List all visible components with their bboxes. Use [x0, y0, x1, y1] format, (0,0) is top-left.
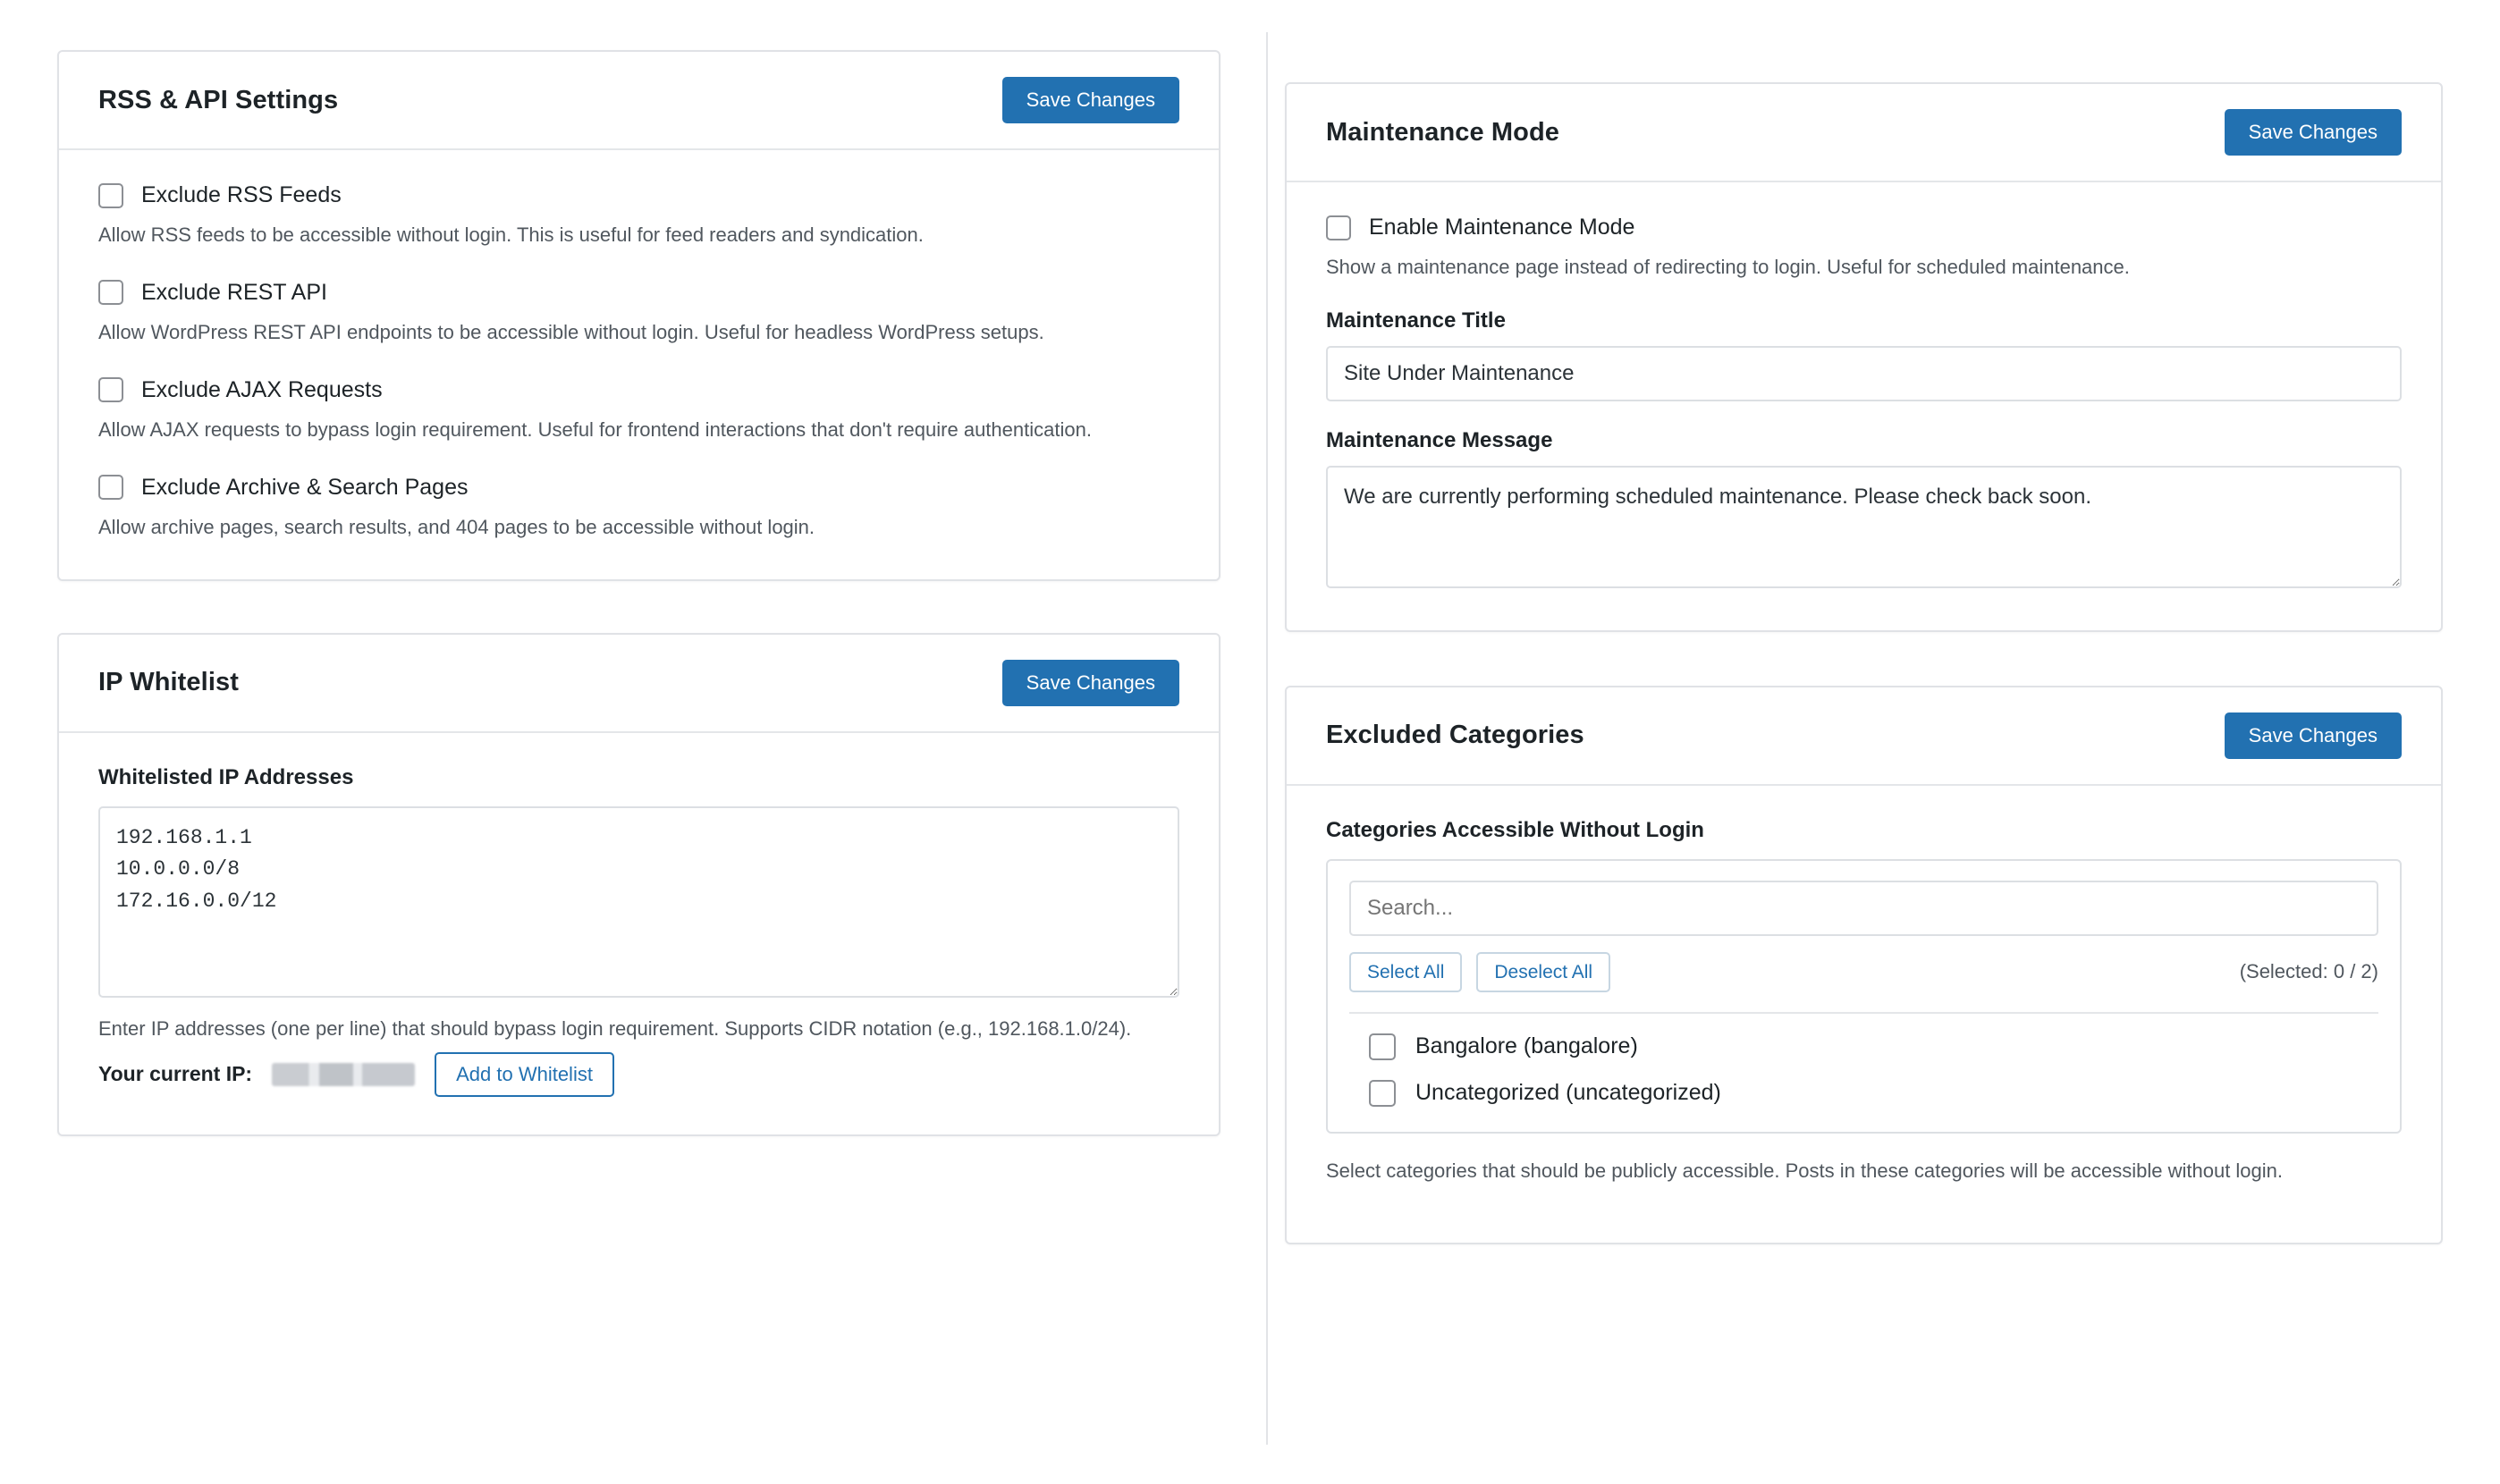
category-item-uncategorized[interactable] — [1349, 1060, 2378, 1107]
category-label-uncategorized: Uncategorized (uncategorized) — [1415, 1080, 1721, 1106]
exclude-ajax-requests-checkbox[interactable] — [98, 377, 123, 402]
enable-maintenance-row[interactable] — [1326, 215, 2402, 240]
exclude-archive-search-row[interactable] — [98, 475, 1179, 501]
excluded-categories-save-button[interactable]: Save Changes — [2225, 712, 2402, 759]
excluded-categories-card — [1285, 686, 2443, 1244]
exclude-archive-search-help: Allow archive pages, search results, and 404 pages to be accessible without login. — [98, 515, 815, 538]
whitelisted-ip-label: Whitelisted IP Addresses — [98, 764, 354, 789]
excluded-categories-card-header — [1287, 687, 2441, 786]
category-checkbox-bangalore[interactable] — [1369, 1033, 1396, 1060]
rss-api-card-header — [59, 52, 1219, 150]
maintenance-mode-card — [1285, 82, 2443, 632]
exclude-rest-api-row[interactable] — [98, 280, 1179, 306]
left-column — [57, 50, 1220, 1136]
exclude-ajax-requests-label: Exclude AJAX Requests — [141, 376, 383, 402]
maintenance-message-field-label: Maintenance Message — [1325, 427, 1553, 452]
current-ip-row — [98, 1052, 1179, 1097]
exclude-ajax-requests-group — [98, 377, 1179, 444]
rss-api-card-body — [59, 150, 1219, 579]
rss-api-title: RSS & API Settings — [98, 85, 339, 114]
maintenance-title-group — [1326, 308, 2402, 401]
ip-whitelist-card — [57, 633, 1220, 1136]
rss-api-settings-card — [57, 50, 1220, 581]
categories-toolbar — [1349, 952, 2378, 1014]
ip-whitelist-card-header — [59, 635, 1219, 733]
exclude-rss-feeds-help: Allow RSS feeds to be accessible without login. This is useful for feed readers and syndication. — [98, 223, 924, 246]
exclude-rss-feeds-checkbox[interactable] — [98, 183, 123, 208]
maintenance-title-input[interactable] — [1326, 346, 2402, 401]
enable-maintenance-label: Enable Maintenance Mode — [1368, 215, 1635, 240]
current-ip-label: Your current IP: — [98, 1062, 253, 1086]
categories-field-label: Categories Accessible Without Login — [1325, 817, 1704, 842]
categories-search-input[interactable] — [1349, 881, 2378, 936]
maintenance-title: Maintenance Mode — [1325, 117, 1560, 147]
enable-maintenance-help: Show a maintenance page instead of redirecting to login. Useful for scheduled maintenance. — [1325, 256, 2130, 278]
whitelisted-ip-textarea[interactable] — [98, 806, 1179, 998]
maintenance-message-group — [1326, 428, 2402, 593]
maintenance-message-textarea[interactable] — [1326, 466, 2402, 588]
select-all-button[interactable]: Select All — [1349, 952, 1462, 992]
exclude-archive-search-group — [98, 475, 1179, 542]
add-to-whitelist-button[interactable]: Add to Whitelist — [435, 1052, 614, 1097]
ip-whitelist-help: Enter IP addresses (one per line) that should bypass login requirement. Supports CIDR notation (e.g., 192.168.1.0/24). — [98, 1016, 1132, 1040]
maintenance-card-header — [1287, 84, 2441, 182]
categories-footnote: Select categories that should be publicly accessible. Posts in these categories will be accessible without login. — [1325, 1159, 2284, 1182]
deselect-all-button[interactable]: Deselect All — [1476, 952, 1610, 992]
exclude-rss-feeds-row[interactable] — [98, 182, 1179, 208]
enable-maintenance-checkbox[interactable] — [1326, 215, 1351, 240]
exclude-rss-feeds-label: Exclude RSS Feeds — [141, 182, 342, 207]
exclude-ajax-requests-row[interactable] — [98, 377, 1179, 403]
categories-selector — [1326, 859, 2402, 1134]
category-label-bangalore: Bangalore (bangalore) — [1415, 1033, 1638, 1059]
exclude-rest-api-label: Exclude REST API — [141, 279, 327, 305]
category-checkbox-uncategorized[interactable] — [1369, 1080, 1396, 1107]
categories-toolbar-buttons — [1349, 952, 1610, 992]
right-column — [1285, 50, 2443, 1244]
selected-count-label: (Selected: 0 / 2) — [2239, 960, 2378, 983]
ip-whitelist-card-body — [59, 733, 1219, 1134]
maintenance-title-field-label: Maintenance Title — [1325, 308, 1506, 333]
current-ip-value-redacted — [272, 1063, 415, 1086]
exclude-rest-api-group — [98, 280, 1179, 347]
rss-api-save-button[interactable]: Save Changes — [1002, 77, 1179, 123]
maintenance-save-button[interactable]: Save Changes — [2225, 109, 2402, 156]
exclude-rest-api-help: Allow WordPress REST API endpoints to be accessible without login. Useful for headless WordPress setups. — [98, 320, 1044, 343]
maintenance-card-body — [1287, 182, 2441, 630]
exclude-rest-api-checkbox[interactable] — [98, 280, 123, 305]
ip-whitelist-save-button[interactable]: Save Changes — [1002, 660, 1179, 706]
category-item-bangalore[interactable] — [1349, 1014, 2378, 1060]
column-divider — [1266, 32, 1268, 1445]
excluded-categories-title: Excluded Categories — [1325, 721, 1584, 750]
exclude-ajax-requests-help: Allow AJAX requests to bypass login requirement. Useful for frontend interactions that don't require authentication. — [98, 417, 1092, 441]
exclude-rss-feeds-group — [98, 182, 1179, 249]
ip-whitelist-title: IP Whitelist — [98, 668, 239, 697]
exclude-archive-search-checkbox[interactable] — [98, 475, 123, 500]
exclude-archive-search-label: Exclude Archive & Search Pages — [141, 474, 469, 500]
excluded-categories-card-body — [1287, 786, 2441, 1243]
